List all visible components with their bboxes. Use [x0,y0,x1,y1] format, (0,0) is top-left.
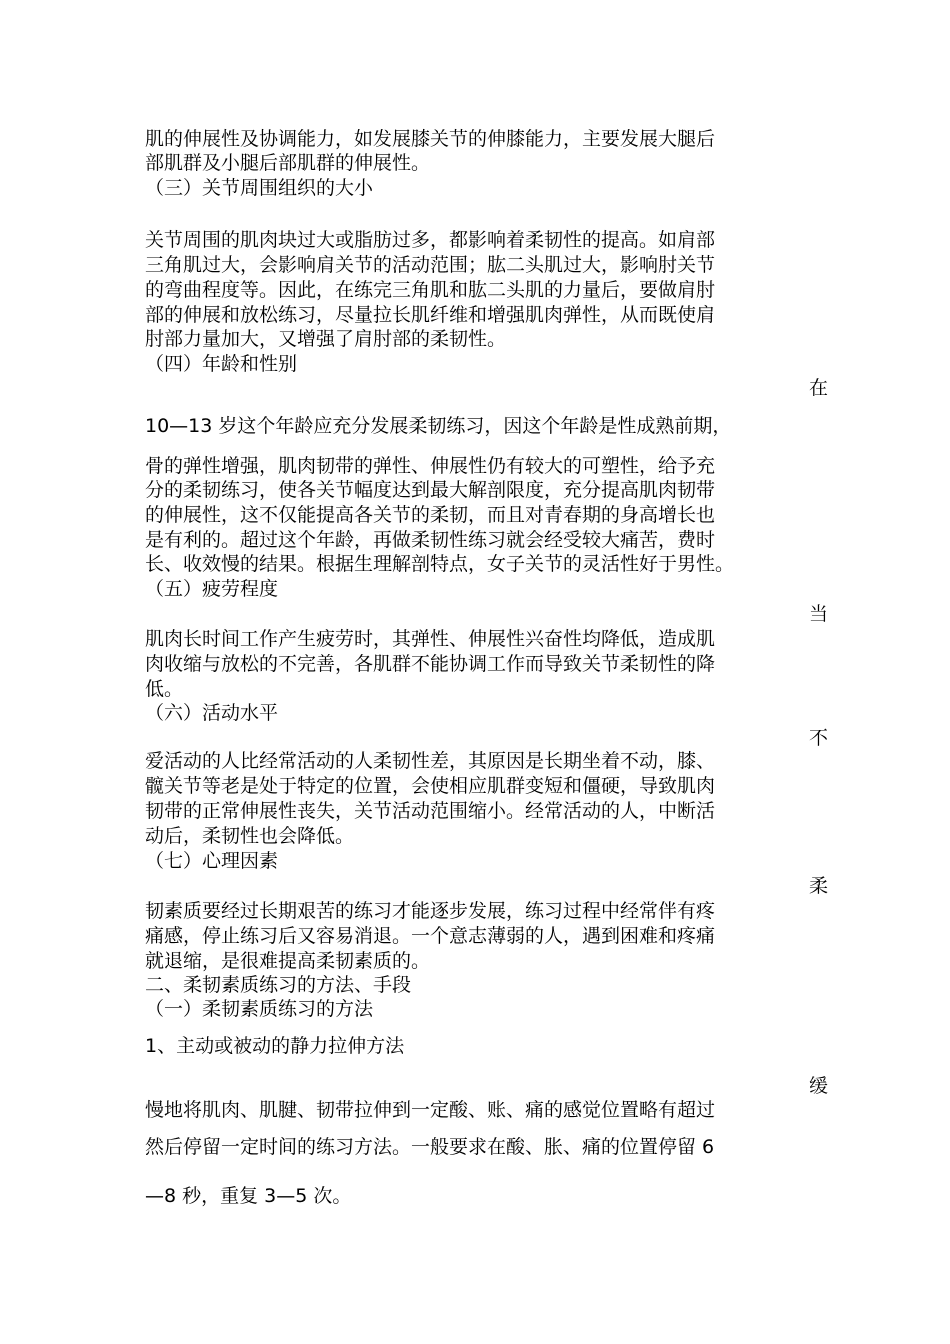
text-line: 爱活动的人比经常活动的人柔韧性差，其原因是长期坐着不动，膝、 [145,750,716,772]
text-line: 长、收效慢的结果。根据生理解剖特点，女子关节的灵活性好于男性。 [145,553,735,575]
text-line: 柔 [808,875,828,897]
text-line: 的伸展性，这不仅能提高各关节的柔韧，而且对青春期的身高增长也 [145,504,716,526]
section-heading: （六）活动水平 [145,702,279,724]
section-heading: （四）年龄和性别 [145,353,298,375]
text-line: 韧素质要经过长期艰苦的练习才能逐步发展，练习过程中经常伴有疼 [145,900,716,922]
text-line: 缓 [808,1075,828,1097]
text-line: 部肌群及小腿后部肌群的伸展性。 [145,152,431,174]
text-line: 痛感，停止练习后又容易消退。一个意志薄弱的人，遇到困难和疼痛 [145,925,716,947]
section-heading: （七）心理因素 [145,850,279,872]
text-line: 肌的伸展性及协调能力，如发展膝关节的伸膝能力，主要发展大腿后 [145,128,716,150]
text-line: 不 [808,727,828,749]
text-line: 就退缩，是很难提高柔韧素质的。 [145,950,431,972]
text-line: 慢地将肌肉、肌腱、韧带拉伸到一定酸、账、痛的感觉位置略有超过 [145,1099,716,1121]
text-line: 肌肉长时间工作产生疲劳时，其弹性、伸展性兴奋性均降低，造成肌 [145,628,716,650]
text-line: 三角肌过大，会影响肩关节的活动范围；肱二头肌过大，影响肘关节 [145,254,716,276]
text-line: 部的伸展和放松练习，尽量拉长肌纤维和增强肌肉弹性，从而既使肩 [145,304,716,326]
text-line: 髋关节等老是处于特定的位置，会使相应肌群变短和僵硬，导致肌肉 [145,775,716,797]
section-heading: （五）疲劳程度 [145,578,279,600]
text-line: 10—13 岁这个年龄应充分发展柔韧练习，因这个年龄是性成熟前期， [145,415,732,437]
section-heading: 1、主动或被动的静力拉伸方法 [145,1035,405,1057]
text-line: 韧带的正常伸展性丧失，关节活动范围缩小。经常活动的人，中断活 [145,800,716,822]
text-line: 肘部力量加大，又增强了肩肘部的柔韧性。 [145,328,507,350]
text-line: 在 [808,377,828,399]
text-line: 低。 [145,678,184,700]
text-line: 关节周围的肌肉块过大或脂肪过多，都影响着柔韧性的提高。如肩部 [145,229,716,251]
text-line: 的弯曲程度等。因此，在练完三角肌和肱二头肌的力量后，要做肩肘 [145,279,716,301]
text-line: 动后，柔韧性也会降低。 [145,825,355,847]
section-heading: （一）柔韧素质练习的方法 [145,998,374,1020]
text-line: 然后停留一定时间的练习方法。一般要求在酸、胀、痛的位置停留 6 [145,1136,715,1158]
section-heading: 二、柔韧素质练习的方法、手段 [145,974,412,996]
text-line: 当 [808,603,828,625]
text-line: —8 秒，重复 3—5 次。 [145,1185,352,1207]
text-line: 骨的弹性增强，肌肉韧带的弹性、伸展性仍有较大的可塑性，给予充 [145,455,716,477]
text-line: 分的柔韧练习，使各关节幅度达到最大解剖限度，充分提高肌肉韧带 [145,479,716,501]
text-line: 是有利的。超过这个年龄，再做柔韧性练习就会经受较大痛苦，费时 [145,529,716,551]
text-line: 肉收缩与放松的不完善，各肌群不能协调工作而导致关节柔韧性的降 [145,653,716,675]
section-heading: （三）关节周围组织的大小 [145,177,374,199]
